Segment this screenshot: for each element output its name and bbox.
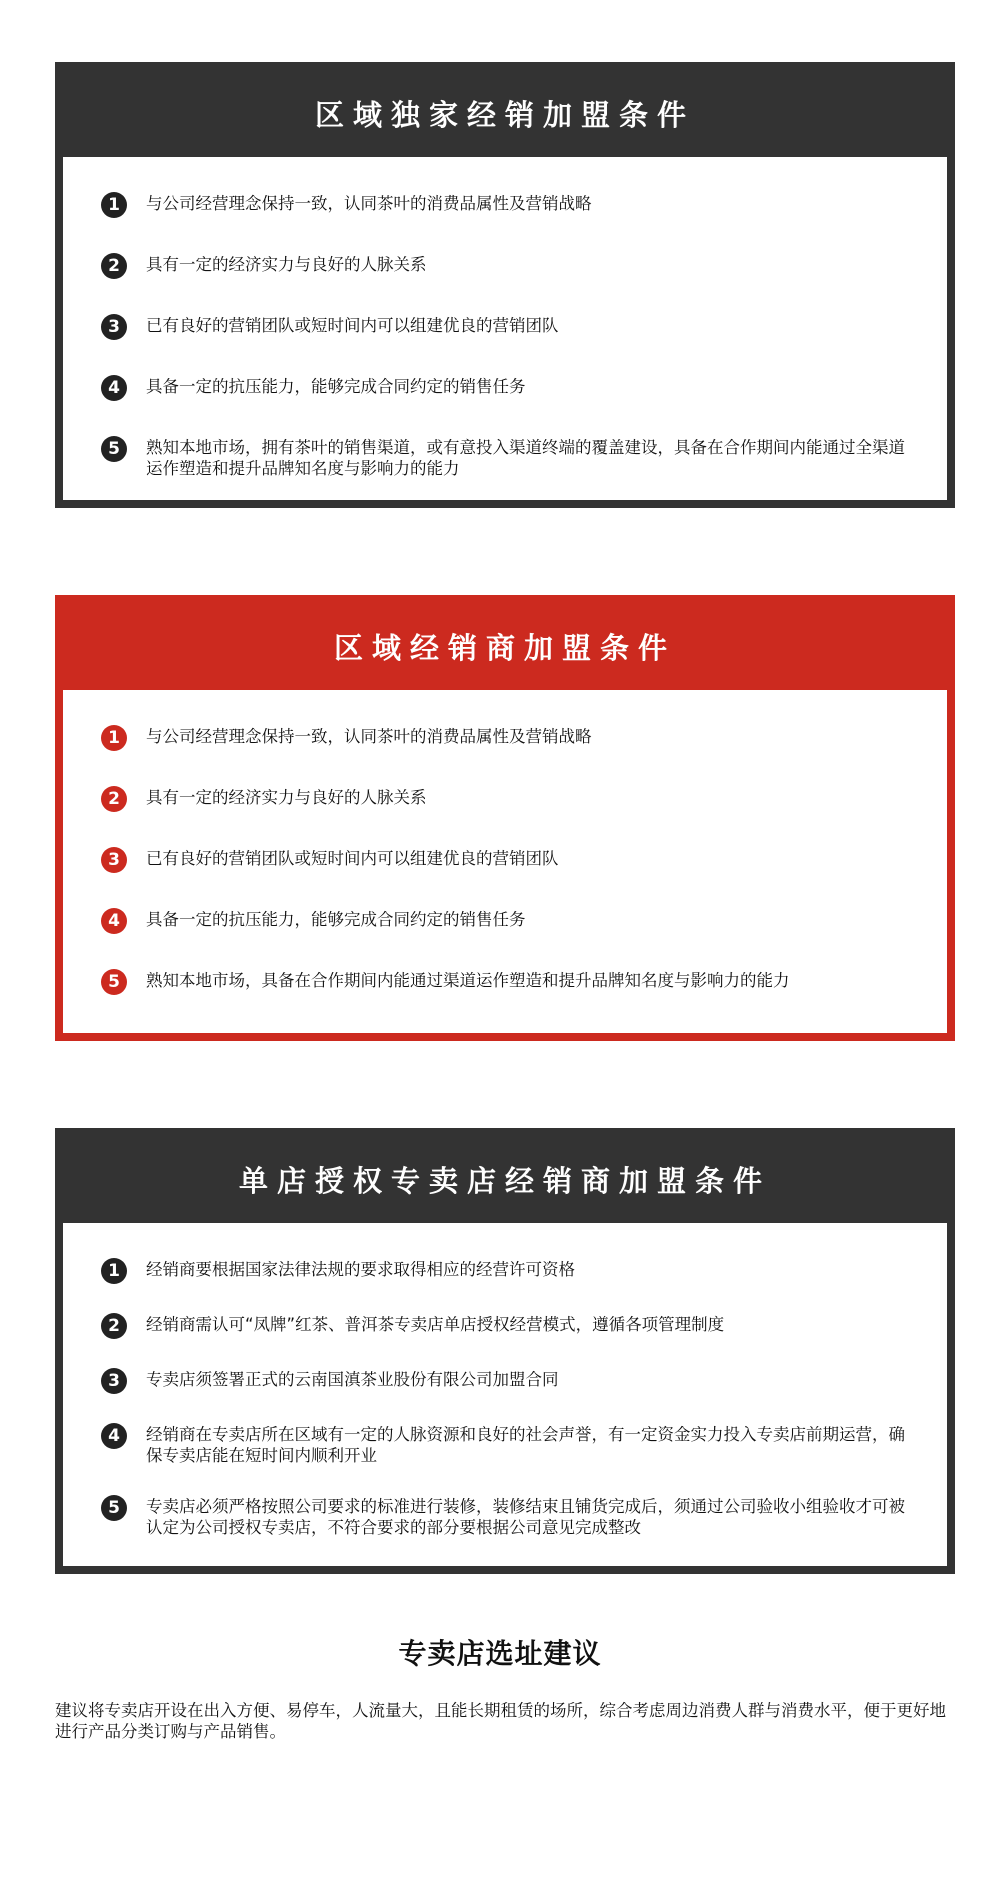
list-item <box>101 1312 907 1339</box>
condition-text: 经销商在专卖店所在区域有一定的人脉资源和良好的社会声誉，有一定资金实力投入专卖店前期运营，确保专卖店能在短时间内顺利开业 <box>146 1425 905 1465</box>
list-item <box>101 252 907 279</box>
card-title: 区域经销商加盟条件 <box>333 630 676 665</box>
conditions-list <box>63 1223 947 1596</box>
card-title: 单店授权专卖店经销商加盟条件 <box>238 1163 771 1198</box>
condition-text: 熟知本地市场，具备在合作期间内能通过渠道运作塑造和提升品牌知名度与影响力的能力 <box>146 971 790 990</box>
number-1-icon: 1 <box>101 1258 127 1284</box>
card-header <box>62 69 948 157</box>
number-5-icon: 5 <box>101 1495 127 1521</box>
list-item <box>101 1257 907 1284</box>
number-5-icon: 5 <box>101 436 127 462</box>
card-title: 区域独家经销加盟条件 <box>314 97 695 132</box>
number-3-icon: 3 <box>101 1368 127 1394</box>
condition-text: 与公司经营理念保持一致，认同茶叶的消费品属性及营销战略 <box>146 727 592 746</box>
list-item <box>101 1422 907 1466</box>
condition-text: 熟知本地市场，拥有茶叶的销售渠道，或有意投入渠道终端的覆盖建设，具备在合作期间内能通过全渠道运作塑造和提升品牌知名度与影响力的能力 <box>146 438 905 478</box>
condition-text: 经销商需认可“凤牌”红茶、普洱茶专卖店单店授权经营模式，遵循各项管理制度 <box>146 1315 725 1334</box>
number-2-icon: 2 <box>101 253 127 279</box>
condition-text: 具有一定的经济实力与良好的人脉关系 <box>146 788 427 807</box>
condition-text: 已有良好的营销团队或短时间内可以组建优良的营销团队 <box>146 849 559 868</box>
store-location-suggestion-text: 建议将专卖店开设在出入方便、易停车，人流量大，且能长期租赁的场所，综合考虑周边消费人群与消费水平，便于更好地进行产品分类订购与产品销售。 <box>55 1701 946 1741</box>
condition-text: 经销商要根据国家法律法规的要求取得相应的经营许可资格 <box>146 1260 575 1279</box>
number-1-icon: 1 <box>101 725 127 751</box>
card-header <box>62 602 948 690</box>
list-item <box>101 724 907 751</box>
list-item <box>101 968 907 995</box>
condition-text: 具备一定的抗压能力，能够完成合同约定的销售任务 <box>146 377 526 396</box>
condition-text: 已有良好的营销团队或短时间内可以组建优良的营销团队 <box>146 316 559 335</box>
number-5-icon: 5 <box>101 969 127 995</box>
regional-dealer-conditions-card <box>55 595 955 1041</box>
number-2-icon: 2 <box>101 1313 127 1339</box>
number-4-icon: 4 <box>101 375 127 401</box>
list-item <box>101 907 907 934</box>
list-item <box>101 313 907 340</box>
exclusive-dealer-conditions-card <box>55 62 955 508</box>
condition-text: 专卖店须签署正式的云南国滇茶业股份有限公司加盟合同 <box>146 1370 559 1389</box>
list-item <box>101 1494 907 1538</box>
conditions-list <box>63 157 947 543</box>
condition-text: 具备一定的抗压能力，能够完成合同约定的销售任务 <box>146 910 526 929</box>
list-item <box>101 435 907 479</box>
number-4-icon: 4 <box>101 908 127 934</box>
list-item <box>101 1367 907 1394</box>
number-3-icon: 3 <box>101 847 127 873</box>
number-2-icon: 2 <box>101 786 127 812</box>
number-4-icon: 4 <box>101 1423 127 1449</box>
condition-text: 专卖店必须严格按照公司要求的标准进行装修，装修结束且铺货完成后，须通过公司验收小组验收才可被认定为公司授权专卖店，不符合要求的部分要根据公司意见完成整改 <box>146 1497 905 1537</box>
list-item <box>101 374 907 401</box>
condition-text: 具有一定的经济实力与良好的人脉关系 <box>146 255 427 274</box>
conditions-list <box>63 690 947 1059</box>
list-item <box>101 785 907 812</box>
number-3-icon: 3 <box>101 314 127 340</box>
list-item <box>101 846 907 873</box>
card-header <box>62 1135 948 1223</box>
number-1-icon: 1 <box>101 192 127 218</box>
store-location-suggestion-title: 专卖店选址建议 <box>398 1637 602 1670</box>
list-item <box>101 191 907 218</box>
single-store-franchise-conditions-card <box>55 1128 955 1574</box>
condition-text: 与公司经营理念保持一致，认同茶叶的消费品属性及营销战略 <box>146 194 592 213</box>
